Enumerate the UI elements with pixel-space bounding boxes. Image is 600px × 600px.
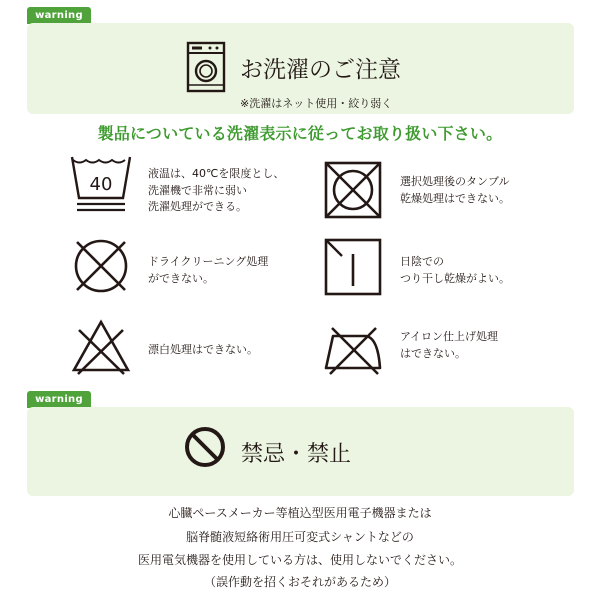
bleach-instruction <box>148 342 258 359</box>
tumble-dry-instruction <box>400 174 510 207</box>
tumble-dry-line-2: 乾燥処理はできない。 <box>400 191 510 205</box>
wash-instruction <box>148 166 284 216</box>
wash-instruction-line-2: 洗濯機で非常に弱い <box>148 183 247 197</box>
prohibition-icon <box>183 425 227 469</box>
iron-line-1: アイロン仕上げ処理 <box>400 330 499 343</box>
line-dry-line-2: つり干し乾燥がよい。 <box>400 271 510 285</box>
no-dry-clean-icon <box>70 235 132 297</box>
wash-instruction-line-1: 液温は、40℃を限度とし、 <box>148 167 285 180</box>
no-tumble-dry-icon <box>322 159 384 221</box>
dry-clean-instruction <box>148 254 268 287</box>
warning-line-3: 医用電気機器を使用している方は、使用しないでください。 <box>137 553 462 567</box>
line-dry-instruction <box>400 254 510 287</box>
warning-tab-2: warning <box>27 391 91 408</box>
no-iron-icon <box>322 316 384 378</box>
warning-line-2: 脳脊髄液短絡術用圧可変式シャントなどの <box>186 530 414 544</box>
warning-line-1: 心臓ペースメーカー等植込型医用電子機器または <box>168 506 432 520</box>
shade-line-dry-icon <box>322 236 384 298</box>
warning-line-4: （誤作動を招くおそれがあるため） <box>203 575 396 589</box>
tumble-dry-line-1: 選択処理後のタンブル <box>400 175 510 188</box>
warning-tab-1: warning <box>27 7 91 24</box>
washing-machine-icon <box>186 41 226 93</box>
iron-instruction <box>400 329 498 362</box>
contraindication-title: 禁忌・禁止 <box>241 442 352 467</box>
care-label-headline: 製品についている洗濯表示に従ってお取り扱い下さい。 <box>97 124 503 143</box>
dry-clean-line-1: ドライクリーニング処理 <box>148 255 269 268</box>
laundry-notice-title: お洗濯のご注意 <box>240 57 401 83</box>
dry-clean-line-2: ができない。 <box>148 271 214 285</box>
iron-line-2: はできない。 <box>400 346 466 360</box>
wash-instruction-line-3: 洗濯処理ができる。 <box>148 200 247 213</box>
wash-tub-40-icon <box>70 152 132 214</box>
line-dry-line-1: 日陰での <box>400 255 444 268</box>
laundry-net-note: ※洗濯はネット使用・絞り弱く <box>240 97 393 110</box>
bleach-line-1: 漂白処理はできない。 <box>148 343 258 356</box>
wash-temperature: 40 <box>89 174 113 195</box>
no-bleach-icon <box>70 316 132 378</box>
